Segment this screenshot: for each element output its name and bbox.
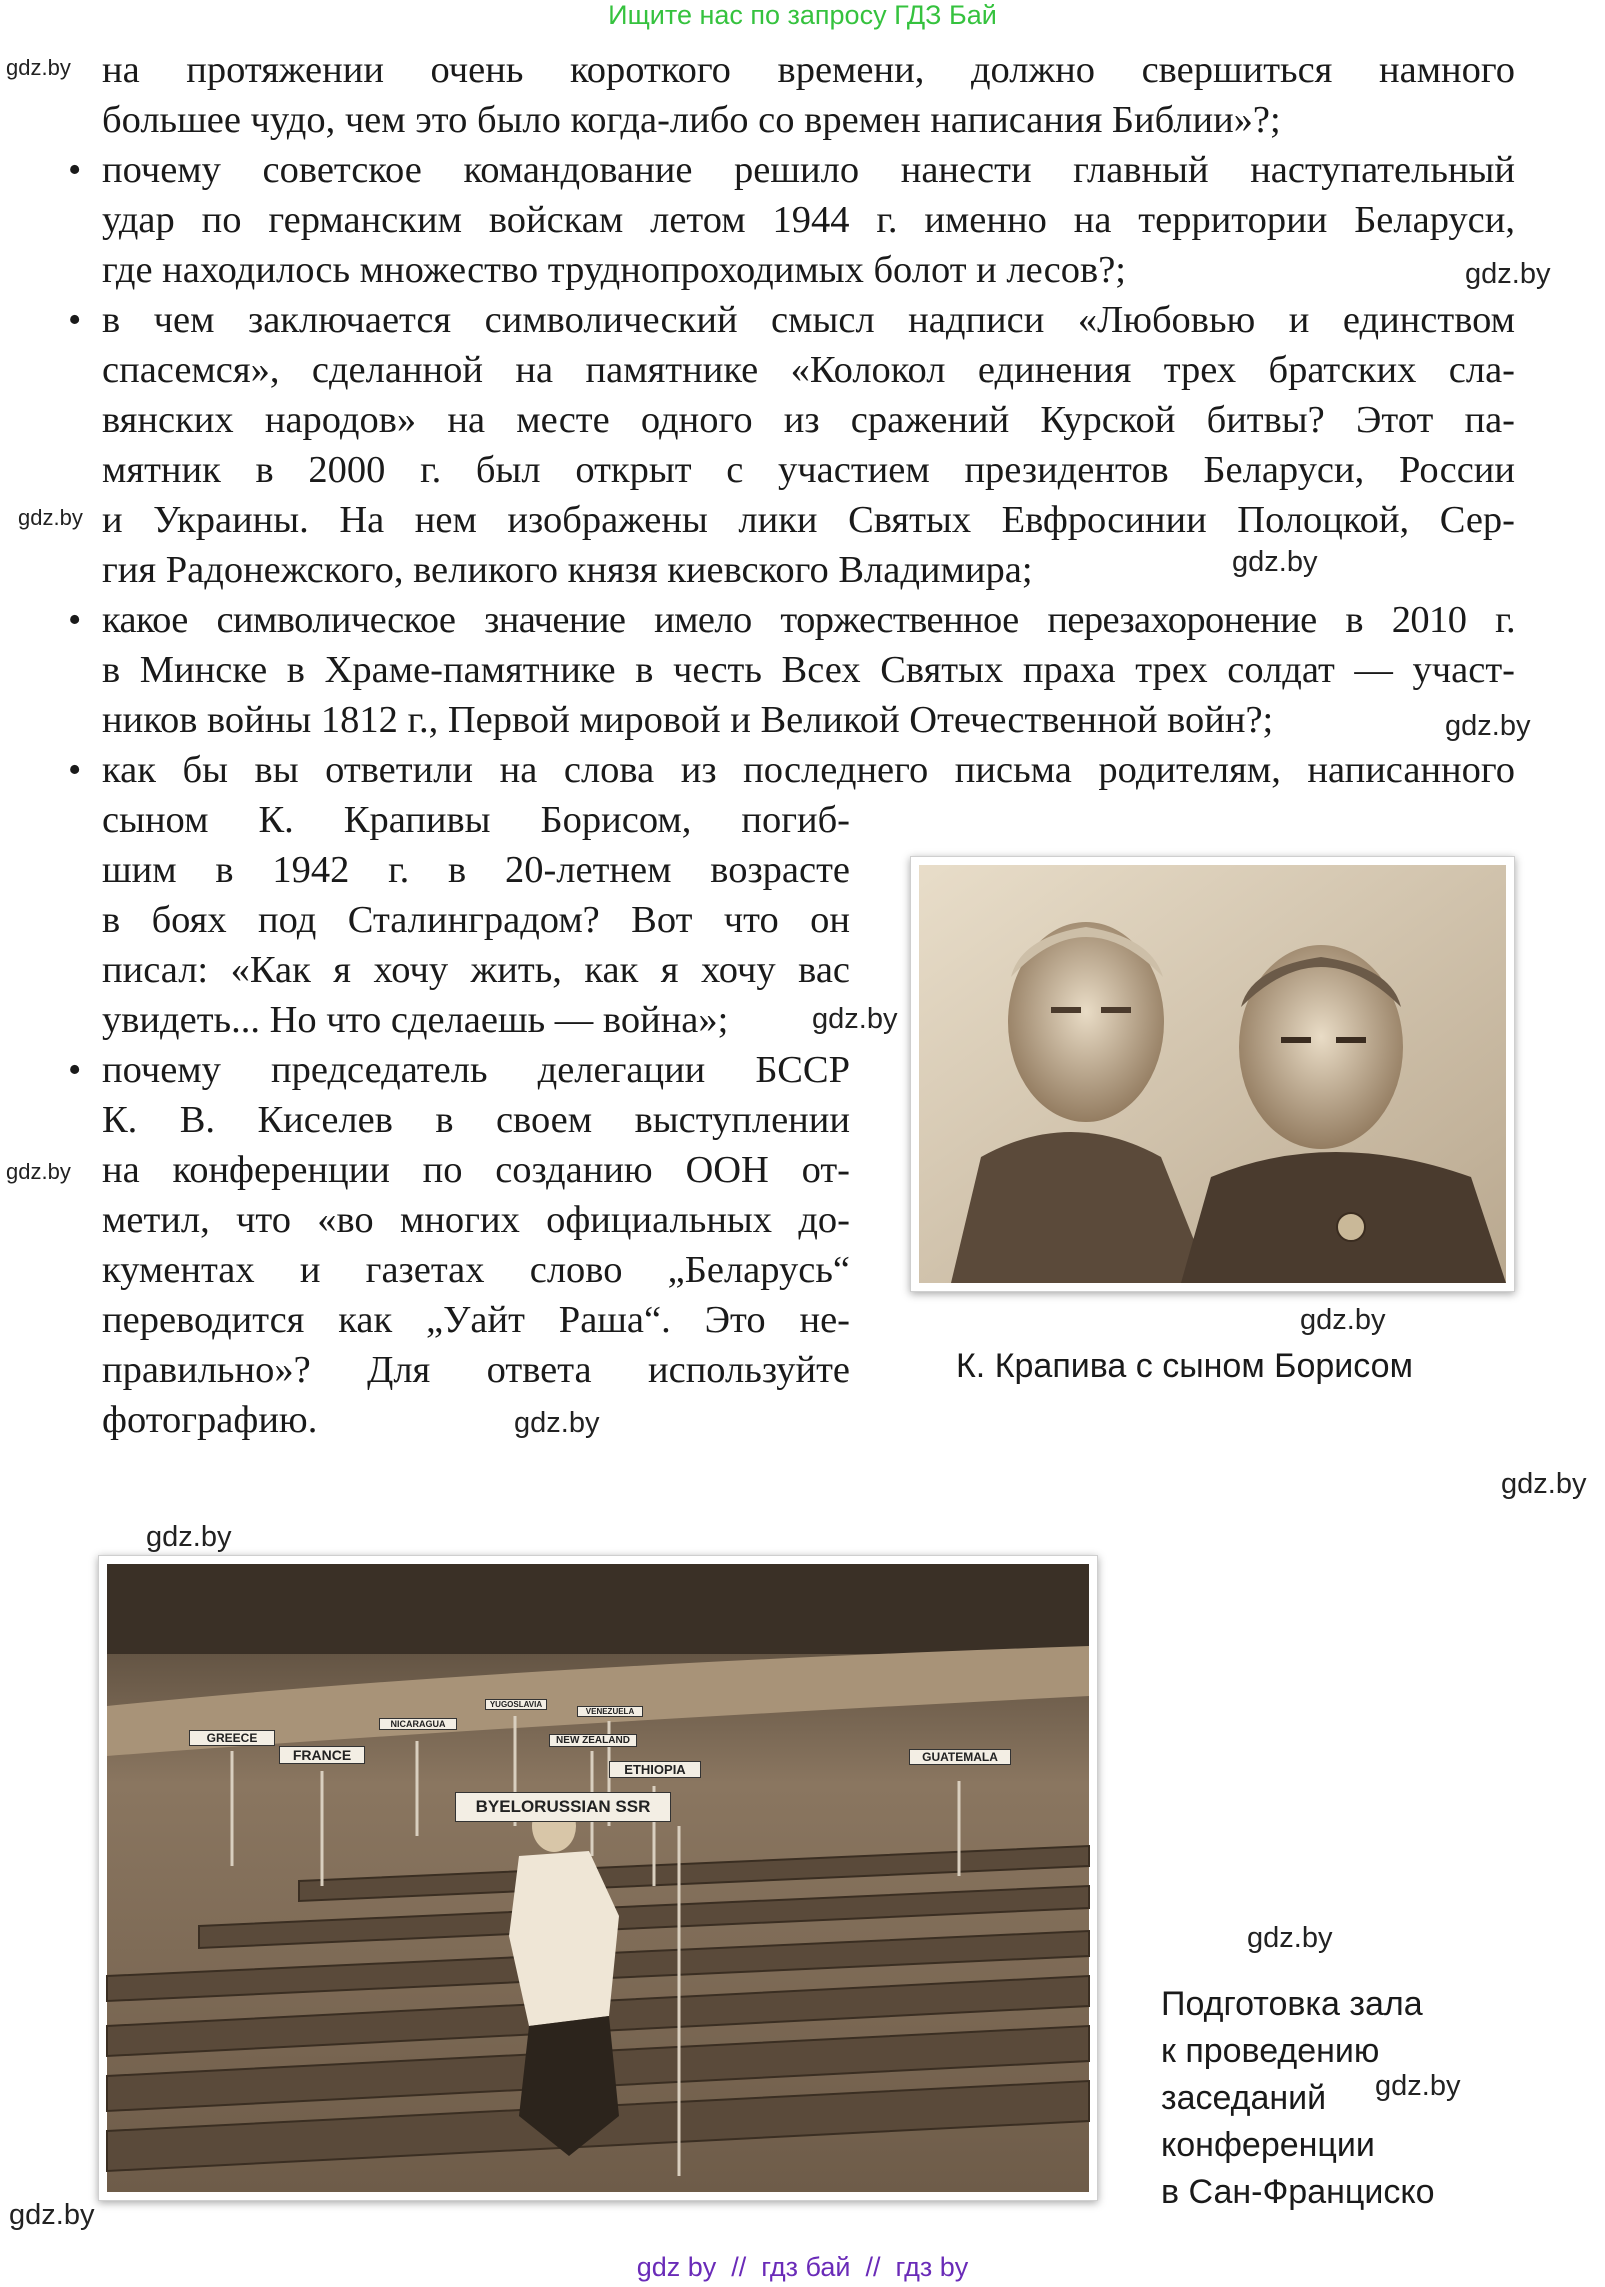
bullet-icon: • (68, 299, 82, 341)
watermark: gdz.by (1501, 1468, 1587, 1500)
watermark: gdz.by (812, 1003, 898, 1035)
text-line: почему советское командование решило нанести главный наступательный (102, 149, 1515, 191)
portrait-caption: К. Крапива с сыном Борисом (956, 1347, 1413, 1385)
watermark: gdz.by (1465, 258, 1551, 290)
bullet-icon: • (68, 149, 82, 191)
watermark: gdz.by (1232, 546, 1318, 578)
text-line: на протяжении очень короткого времени, должно свершиться намного (102, 49, 1515, 91)
text-line: на конференции по созданию ООН от- (102, 1149, 850, 1191)
caption-line: заседаний (1161, 2079, 1327, 2117)
bullet-icon: • (68, 1049, 82, 1091)
watermark: gdz.by (514, 1407, 600, 1439)
country-sign: NEW ZEALAND (549, 1734, 637, 1747)
text-line: метил, что «во многих официальных до- (102, 1199, 850, 1241)
portrait-image (911, 857, 1514, 1291)
text-line: какое символическое значение имело торжественное перезахоронение в 2010 г. (102, 599, 1515, 641)
text-line: писал: «Как я хочу жить, как я хочу вас (102, 949, 850, 991)
text-line: фотографию. (102, 1399, 318, 1441)
watermark: gdz.by (9, 2199, 95, 2231)
bullet-icon: • (68, 599, 82, 641)
text-line: и Украины. На нем изображены лики Святых Евфросинии Полоцкой, Сер- (102, 499, 1515, 541)
country-sign: BYELORUSSIAN SSR (455, 1792, 671, 1822)
portrait-photo (910, 856, 1515, 1292)
text-line: мятник в 2000 г. был открыт с участием президентов Беларуси, России (102, 449, 1515, 491)
caption-line: конференции (1161, 2126, 1375, 2164)
country-sign: FRANCE (279, 1746, 365, 1764)
text-line: увидеть... Но что сделаешь — война»; (102, 999, 729, 1041)
watermark: gdz.by (18, 505, 83, 530)
watermark: gdz.by (146, 1521, 232, 1553)
text-line: как бы вы ответили на слова из последнего письма родителям, написанного (102, 749, 1515, 791)
watermark: gdz.by (1247, 1922, 1333, 1954)
text-line: К. В. Киселев в своем выступлении (102, 1099, 850, 1141)
text-line: где находилось множество труднопроходимых болот и лесов?; (102, 249, 1126, 291)
text-line: удар по германским войскам летом 1944 г. именно на территории Беларуси, (102, 199, 1515, 241)
country-sign: YUGOSLAVIA (485, 1699, 547, 1710)
text-line: шим в 1942 г. в 20-летнем возрасте (102, 849, 850, 891)
text-line: большее чудо, чем это было когда-либо со времен написания Библии»?; (102, 99, 1281, 141)
watermark: gdz.by (1445, 710, 1531, 742)
footer-links[interactable]: gdz by // гдз бай // гдз by (636, 2252, 969, 2282)
caption-line: к проведению (1161, 2032, 1380, 2070)
caption-line: Подготовка зала (1161, 1985, 1423, 2023)
search-hint: Ищите нас по запросу ГДЗ Бай (608, 0, 997, 30)
conference-photo (98, 1555, 1098, 2201)
country-sign: ETHIOPIA (609, 1761, 701, 1778)
watermark: gdz.by (6, 55, 71, 80)
text-line: почему председатель делегации БССР (102, 1049, 850, 1091)
watermark: gdz.by (1375, 2070, 1461, 2102)
text-line: сыном К. Крапивы Борисом, погиб- (102, 799, 850, 841)
conference-image (99, 1556, 1097, 2200)
text-line: гия Радонежского, великого князя киевского Владимира; (102, 549, 1033, 591)
text-line: кументах и газетах слово „Беларусь“ (102, 1249, 850, 1291)
country-sign: GUATEMALA (909, 1749, 1011, 1765)
bullet-icon: • (68, 749, 82, 791)
text-line: в чем заключается символический смысл надписи «Любовью и единством (102, 299, 1515, 341)
watermark: gdz.by (1300, 1304, 1386, 1336)
text-line: в боях под Сталинградом? Вот что он (102, 899, 850, 941)
country-sign: GREECE (189, 1730, 275, 1746)
text-line: вянских народов» на месте одного из сражений Курской битвы? Этот па- (102, 399, 1515, 441)
text-line: правильно»? Для ответа используйте (102, 1349, 850, 1391)
watermark: gdz.by (6, 1159, 71, 1184)
text-line: переводится как „Уайт Раша“. Это не- (102, 1299, 850, 1341)
country-sign: NICARAGUA (379, 1718, 457, 1730)
caption-line: в Сан-Франциско (1161, 2173, 1435, 2211)
text-line: спасемся», сделанной на памятнике «Колокол единения трех братских сла- (102, 349, 1515, 391)
text-line: в Минске в Храме-памятнике в честь Всех Святых праха трех солдат — участ- (102, 649, 1515, 691)
country-sign: VENEZUELA (577, 1706, 643, 1717)
text-line: ников войны 1812 г., Первой мировой и Великой Отечественной войн?; (102, 699, 1274, 741)
